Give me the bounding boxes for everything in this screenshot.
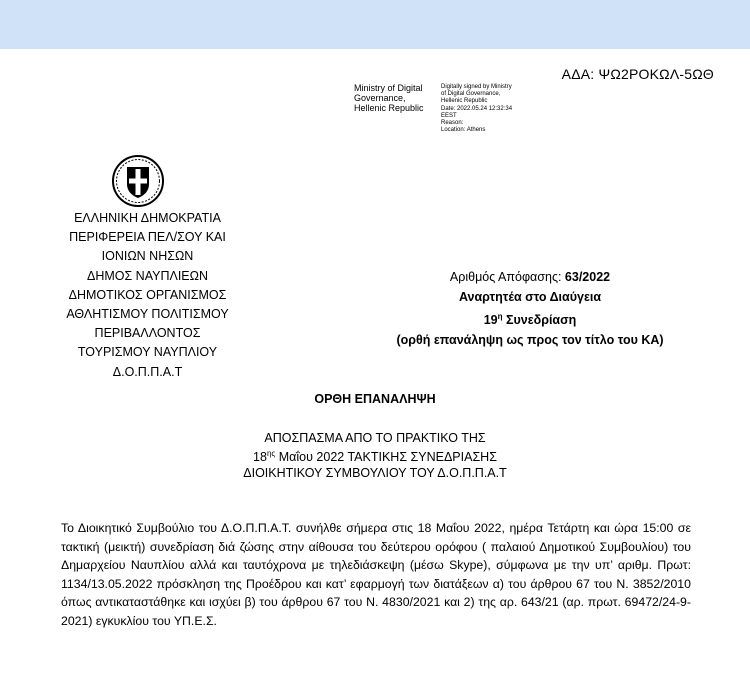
extract-line-1: ΑΠΟΣΠΑΣΜΑ ΑΠΟ ΤΟ ΠΡΑΚΤΙΚΟ ΤΗΣ	[264, 431, 486, 445]
org-line: ΠΕΡΙΒΑΛΛΟΝΤΟΣ	[94, 326, 201, 341]
extract-day: 18	[253, 450, 267, 464]
signature-line: EEST	[441, 112, 457, 119]
signer-line: Ministry of Digital	[354, 83, 423, 93]
ada-code: ΑΔΑ: ΨΩ2ΡΟΚΩΛ-5ΩΘ	[561, 66, 714, 82]
signature-line: Digitally signed by Ministry	[441, 84, 512, 90]
org-line: Δ.Ο.Π.Π.Α.Τ	[112, 364, 183, 379]
decision-number	[360, 268, 700, 288]
signature-line: Hellenic Republic	[441, 98, 488, 105]
organization-block	[40, 209, 255, 382]
signer-name	[354, 83, 436, 113]
extract-line-2	[0, 446, 750, 465]
session-label: Συνεδρίαση	[502, 313, 577, 327]
org-line: ΙΟΝΙΩΝ ΝΗΣΩΝ	[101, 249, 194, 264]
top-bar	[0, 0, 750, 49]
session-number: 19	[483, 313, 498, 327]
decision-number-value: 63/2022	[564, 270, 611, 284]
decision-number-label: Αριθμός Απόφασης:	[449, 270, 565, 284]
decision-block	[360, 268, 700, 350]
body-paragraph: Το Διοικητικό Συμβούλιο του Δ.Ο.Π.Π.Α.Τ. συνήλθε σήμερα στις 18 Μαΐου 2022, ημέρα Τετάρτη και ώρα 15:00 σε τακτική (μεικτή) συνεδρίαση διά ζώσης στην αίθουσα του δεύτερου ορόφου ( παλαιού Δημοτικού Συμβουλίου) του Δημαρχείου Ναυπλίου αλλά και ταυτόχρονα με τηλεδιάσκεψη (μέσω Skype), σύμφωνα με την υπ’ αριθμ. Πρωτ: 1134/13.05.2022 πρόσκληση της Προέδρου και κατ’ εφαρμογή των διατάξεων α) του άρθρου 67 του Ν. 3852/2010 όπως αντικαταστάθηκε και ισχύει β) του άρθρου 67 του Ν. 4830/2021 και 2) της αρ. 643/21 (αρ. πρωτ. 69472/24-9-2021) εγκυκλίου του ΥΠ.Ε.Σ.	[61, 521, 691, 628]
signature-line: Date: 2022.05.24 12:32:34	[441, 105, 513, 112]
signature-details	[441, 84, 541, 134]
signature-line: of Digital Governance,	[441, 91, 501, 98]
signer-line: Governance,	[354, 93, 406, 103]
extract-line-3: ΔΙΟΙΚΗΤΙΚΟΥ ΣΥΜΒΟΥΛΙΟΥ ΤΟΥ Δ.Ο.Π.Π.Α.Τ	[243, 466, 507, 480]
org-line: ΔΗΜΟΤΙΚΟΣ ΟΡΓΑΝΙΣΜΟΣ	[68, 287, 227, 302]
org-line: ΕΛΛΗΝΙΚΗ ΔΗΜΟΚΡΑΤΙΑ	[74, 211, 221, 225]
signer-line: Hellenic Republic	[354, 103, 424, 113]
org-line: ΔΗΜΟΣ ΝΑΥΠΛΙΕΩΝ	[86, 268, 209, 283]
extract-day-suffix: ης	[266, 449, 276, 458]
extract-line-2-rest: Μαΐου 2022 ΤΑΚΤΙΚΗΣ ΣΥΝΕΔΡΙΑΣΗΣ	[275, 450, 497, 464]
org-line: ΤΟΥΡΙΣΜΟΥ ΝΑΥΠΛΙΟΥ	[77, 345, 218, 360]
post-note: Αναρτητέα στο Διαύγεια	[458, 289, 602, 304]
signature-line: Reason:	[441, 120, 464, 127]
greek-coat-of-arms-icon	[111, 154, 165, 208]
org-line: ΑΘΛΗΤΙΣΜΟΥ ΠΟΛΙΤΙΣΜΟΥ	[66, 307, 229, 322]
document-title: ΟΡΘΗ ΕΠΑΝΑΛΗΨΗ	[314, 392, 436, 406]
extract-heading	[0, 430, 750, 481]
signature-line: Location: Athens	[441, 127, 486, 134]
session-superscript: η	[497, 312, 503, 321]
correction-note: (ορθή επανάληψη ως προς τον τίτλο του ΚΑ)	[396, 332, 664, 347]
org-line: ΠΕΡΙΦΕΡΕΙΑ ΠΕΛ/ΣΟΥ ΚΑΙ	[69, 230, 226, 245]
session-line	[360, 307, 700, 331]
